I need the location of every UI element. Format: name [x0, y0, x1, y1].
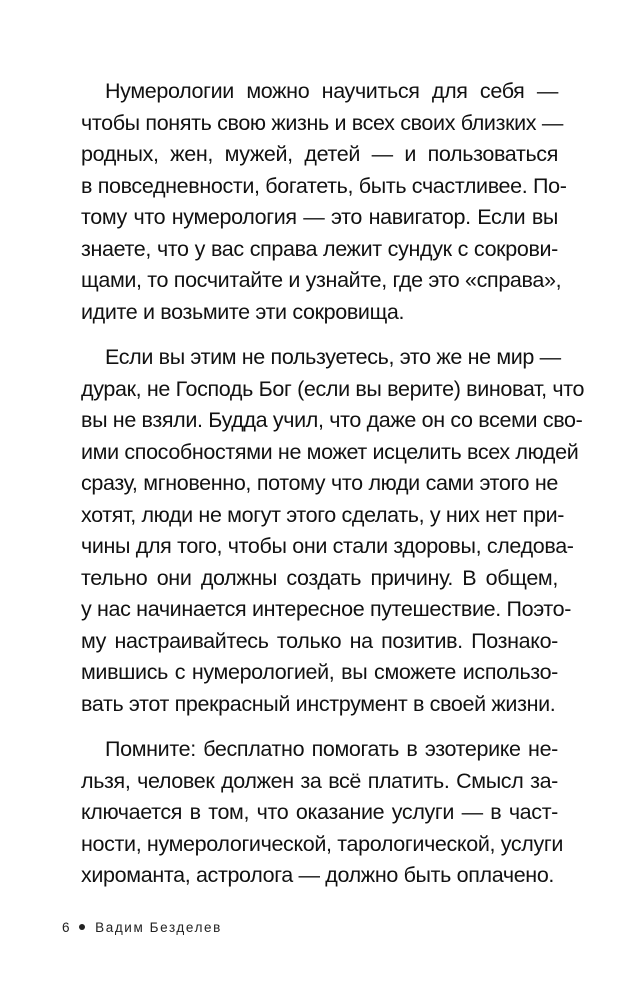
- text-line: сразу, мгновенно, потому что люди сами этого не: [81, 471, 558, 495]
- text-line: му настраивайтесь только на позитив. Познако-: [81, 628, 558, 653]
- text-line: хироманта, астролога — должно быть оплачено.: [81, 863, 555, 887]
- text-line: тому что нумерология — это навигатор. Если вы: [81, 205, 558, 229]
- text-line: ими способностями не может исцелить всех людей: [81, 439, 579, 464]
- text-line: чины для того, чтобы они стали здоровы, следова-: [81, 534, 574, 558]
- text-line: Помните: бесплатно помогать в эзотерике не-: [105, 737, 558, 761]
- page-number: 6: [62, 920, 72, 935]
- text-line: ности, нумерологической, тарологической, услуги: [81, 831, 564, 856]
- text-line: идите и возьмите эти сокровища.: [81, 299, 405, 324]
- text-line: Если вы этим не пользуетесь, это же не мир —: [105, 345, 561, 369]
- text-line: хотят, люди не могут этого сделать, у них нет при-: [81, 502, 565, 527]
- text-line: вы не взяли. Будда учил, что даже он со всеми сво-: [81, 408, 583, 432]
- text-line: льзя, человек должен за всё платить. Смысл за-: [81, 768, 558, 793]
- text-line: дурак, не Господь Бог (если вы верите) виноват, что: [81, 376, 585, 401]
- text-line: щами, то посчитайте и узнайте, где это «справа»,: [81, 268, 562, 292]
- text-line: ключается в том, что оказание услуги — в част-: [81, 800, 558, 824]
- paragraph-2: [81, 342, 585, 720]
- text-line: знаете, что у вас справа лежит сундук с сокрови-: [81, 236, 558, 261]
- page-footer: [62, 920, 222, 935]
- running-head-author: Вадим Безделев: [95, 920, 222, 935]
- page-body: [81, 76, 585, 906]
- text-line: у нас начинается интересное путешествие. Поэто-: [81, 597, 572, 621]
- text-line: мившись с нумерологией, вы сможете использо-: [81, 660, 558, 684]
- bullet-icon: [79, 924, 85, 930]
- text-line: тельно они должны создать причину. В общем,: [81, 565, 558, 590]
- text-line: Нумерологии можно научиться для себя —: [105, 79, 558, 103]
- text-line: вать этот прекрасный инструмент в своей жизни.: [81, 691, 556, 716]
- paragraph-3: [81, 734, 564, 892]
- text-line: чтобы понять свою жизнь и всех своих близких —: [81, 110, 563, 135]
- text-line: в повседневности, богатеть, быть счастливее. По-: [81, 173, 567, 198]
- paragraph-1: [81, 76, 567, 328]
- text-line: родных, жен, мужей, детей — и пользоваться: [81, 142, 558, 166]
